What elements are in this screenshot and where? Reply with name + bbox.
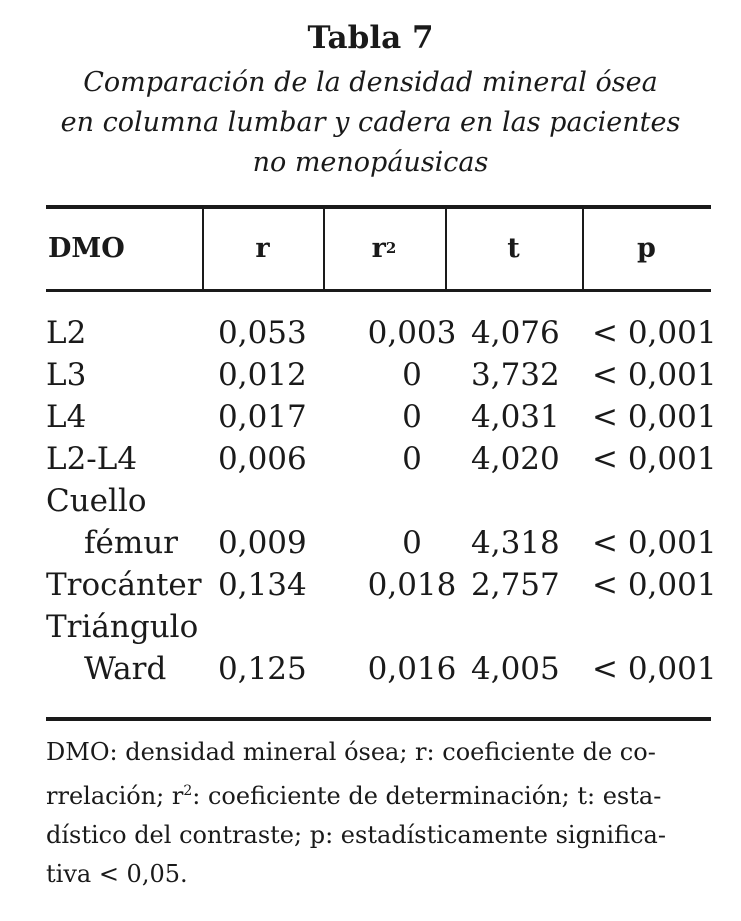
cell-p: < 0,001 <box>592 357 717 393</box>
table-subtitle <box>0 63 741 183</box>
cell-r2: 0 <box>402 357 422 393</box>
footnote-line: DMO: densidad mineral ósea; r: coeficiente de co- <box>46 738 656 766</box>
cell-r2: 0 <box>402 399 422 435</box>
cell-r: 0,006 <box>218 441 307 477</box>
header-r2 <box>323 233 445 264</box>
cell-t: 4,020 <box>471 441 560 477</box>
row-label: Trocánter <box>46 567 202 603</box>
cell-t: 4,318 <box>471 525 560 561</box>
header-r: r <box>255 233 270 264</box>
cell-r2: 0 <box>402 525 422 561</box>
subtitle-line: Comparación de la densidad mineral ósea <box>83 67 658 98</box>
cell-r: 0,134 <box>218 567 307 603</box>
row-label: L2 <box>46 315 87 351</box>
header-t: t <box>507 233 520 264</box>
table-title: Tabla 7 <box>307 20 434 56</box>
footnote-line: tiva < 0,05. <box>46 860 188 888</box>
footnote-superscript: 2 <box>183 783 193 799</box>
table-row-label-line <box>46 480 711 522</box>
cell-t: 4,076 <box>471 315 560 351</box>
cell-r: 0,053 <box>218 315 307 351</box>
row-label: Cuello <box>46 483 147 519</box>
cell-r: 0,012 <box>218 357 307 393</box>
table-row <box>46 438 717 480</box>
cell-r2: 0,018 <box>367 567 457 603</box>
cell-p: < 0,001 <box>592 567 717 603</box>
row-label-continuation: fémur <box>84 525 178 561</box>
cell-t: 2,757 <box>471 567 560 603</box>
subtitle-line: no menopáusicas <box>252 147 489 178</box>
cell-p: < 0,001 <box>592 441 717 477</box>
header-dmo: DMO <box>48 233 125 264</box>
cell-t: 3,732 <box>471 357 560 393</box>
header-p: p <box>637 233 656 264</box>
cell-p: < 0,001 <box>592 315 717 351</box>
cell-t: 4,005 <box>471 651 560 687</box>
cell-r2: 0,016 <box>367 651 457 687</box>
table-row <box>46 312 717 354</box>
cell-r: 0,017 <box>218 399 307 435</box>
cell-r2: 0,003 <box>367 315 457 351</box>
row-label: L4 <box>46 399 87 435</box>
footnote-text: : coeficiente de determinación; t: esta- <box>192 782 662 810</box>
footnote-line: dístico del contraste; p: estadísticamente significa- <box>46 821 666 849</box>
row-label: L2-L4 <box>46 441 138 477</box>
table-row <box>46 522 717 564</box>
cell-p: < 0,001 <box>592 525 717 561</box>
cell-p: < 0,001 <box>592 399 717 435</box>
row-label: L3 <box>46 357 87 393</box>
table-row <box>46 396 717 438</box>
cell-r2: 0 <box>402 441 422 477</box>
cell-r: 0,125 <box>218 651 307 687</box>
cell-p: < 0,001 <box>592 651 717 687</box>
table-row <box>46 354 717 396</box>
row-label: Triángulo <box>46 609 199 645</box>
header-r2-superscript: 2 <box>385 239 397 257</box>
table-footnote <box>46 733 714 894</box>
header-r2-base: r <box>371 233 386 264</box>
bottom-rule <box>46 717 711 721</box>
header-rule <box>46 289 711 292</box>
table-row <box>46 648 717 690</box>
cell-r: 0,009 <box>218 525 307 561</box>
table-row-label-line <box>46 606 711 648</box>
footnote-text: rrelación; r <box>46 782 184 810</box>
top-rule <box>46 205 711 209</box>
table-row <box>46 564 717 606</box>
footnote-line <box>46 772 714 816</box>
row-label-continuation: Ward <box>84 651 167 687</box>
subtitle-line: en columna lumbar y cadera en las pacientes <box>60 107 681 138</box>
cell-t: 4,031 <box>471 399 560 435</box>
